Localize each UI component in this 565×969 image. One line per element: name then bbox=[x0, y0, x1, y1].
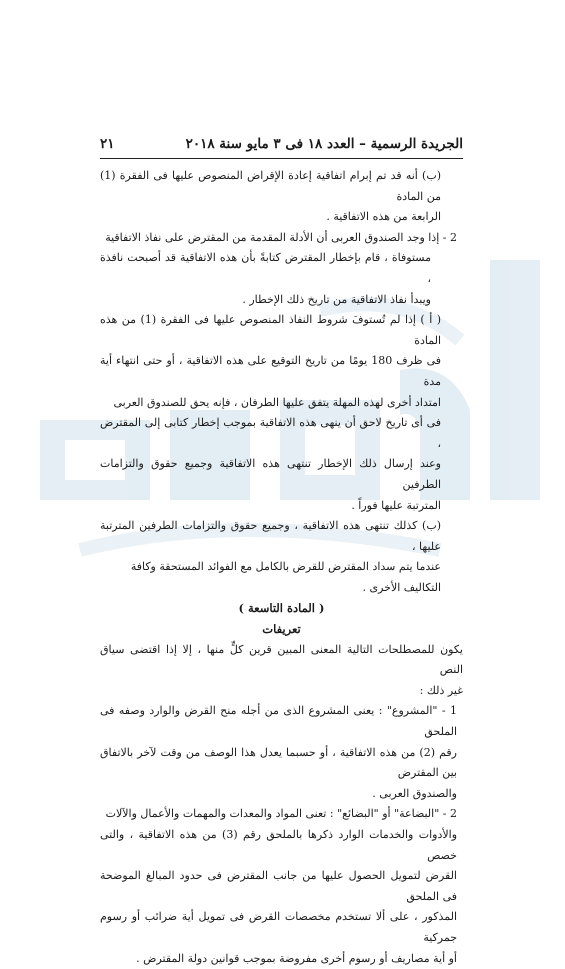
article-heading: ( المادة التاسعة ) bbox=[238, 601, 325, 616]
text-line: 2 - إذا وجد الصندوق العربى أن الأدلة المقدمة من المقترض على نفاذ الاتفاقية bbox=[105, 230, 457, 244]
paragraph bbox=[100, 310, 463, 516]
definition-item bbox=[100, 701, 463, 804]
header-rule bbox=[100, 158, 463, 159]
text-line: الرابعة من هذه الاتفاقية . bbox=[326, 210, 441, 224]
text-line: أو أية مصاريف أو رسوم أخرى مفروضة بموجب قوانين دولة المقترض . bbox=[136, 951, 457, 965]
text-line: والصندوق العربى . bbox=[372, 786, 457, 800]
text-line: يكون للمصطلحات التالية المعنى المبين قرين كلٍّ منها ، إلا إذا اقتضى سياق النص bbox=[100, 642, 463, 677]
header-title: الجريدة الرسمية – العدد ١٨ فى ٣ مايو سنة ٢٠١٨ bbox=[185, 136, 463, 152]
text-line: القرض لتمويل الحصول عليها من جانب المقترض فى حدود المبالغ الموضحة فى الملحق bbox=[100, 869, 457, 903]
document-body bbox=[100, 166, 463, 969]
text-line: امتداد أخرى لهذه المهلة يتفق عليها الطرفان ، فإنه يحق للصندوق العربى bbox=[113, 395, 441, 409]
text-line: 1 - "المشروع" : يعنى المشروع الذى من أجله منح القرض والوارد وصفه فى الملحق bbox=[100, 704, 457, 739]
text-line: فى ظرف 180 يومًا من تاريخ التوقيع على هذه الاتفاقية ، أو حتى انتهاء أية مدة bbox=[100, 354, 441, 388]
text-line: والأدوات والخدمات الوارد ذكرها بالملحق رقم (3) من هذه الاتفاقية ، والتى خصص bbox=[100, 828, 458, 862]
text-line: ( أ ) إذا لم تُستوفَ شروط النفاذ المنصوص عليها فى الفقرة (1) من هذه المادة bbox=[100, 313, 442, 347]
page-header bbox=[100, 134, 463, 154]
text-line: 2 - "البضاعة" أو "البضائع" : تعنى المواد والمعدات والمهمات والأعمال والآلات bbox=[105, 807, 457, 821]
text-line: ويبدأ نفاذ الاتفاقية من تاريخ ذلك الإخطار . bbox=[242, 292, 431, 306]
text-line: (ب) أنه قد تم إبرام اتفاقية إعادة الإقراض المنصوص عليها فى الفقرة (1) من المادة bbox=[100, 169, 441, 203]
text-line: مستوفاة ، قام بإخطار المقترض كتابةً بأن هذه الاتفاقية قد أصبحت نافذة ، bbox=[100, 251, 431, 285]
text-line: المترتبة عليها فوراً . bbox=[351, 498, 441, 512]
text-line: رقم (2) من هذه الاتفاقية ، أو حسبما يعدل هذا الوصف من وقت لآخر بالاتفاق بين المقترض bbox=[100, 745, 457, 780]
definition-item bbox=[100, 804, 463, 969]
page-number: ٢١ bbox=[100, 136, 115, 152]
paragraph bbox=[100, 166, 463, 228]
definitions-heading: تعريفات bbox=[262, 622, 301, 637]
paragraph bbox=[100, 228, 463, 310]
text-line: عندما يتم سداد المقترض للقرض بالكامل مع الفوائد المستحقة وكافة bbox=[130, 560, 441, 574]
text-line: (ب) كذلك تنتهى هذه الاتفاقية ، وجميع حقوق والتزامات الطرفين المترتبة عليها ، bbox=[100, 519, 441, 553]
text-line: فى أى تاريخ لاحق أن ينهى هذه الاتفاقية بموجب إخطار كتابى إلى المقترض ، bbox=[100, 416, 441, 450]
intro-paragraph bbox=[100, 640, 463, 702]
text-line: المذكور ، على ألا تستخدم مخصصات القرض فى تمويل أية ضرائب أو رسوم جمركية bbox=[100, 910, 457, 944]
text-line: وعند إرسال ذلك الإخطار تنتهى هذه الاتفاقية وجميع حقوق والتزامات الطرفين bbox=[100, 457, 441, 491]
paragraph bbox=[100, 516, 463, 598]
text-line: غير ذلك : bbox=[419, 683, 463, 697]
text-line: التكاليف الأخرى . bbox=[362, 580, 441, 594]
